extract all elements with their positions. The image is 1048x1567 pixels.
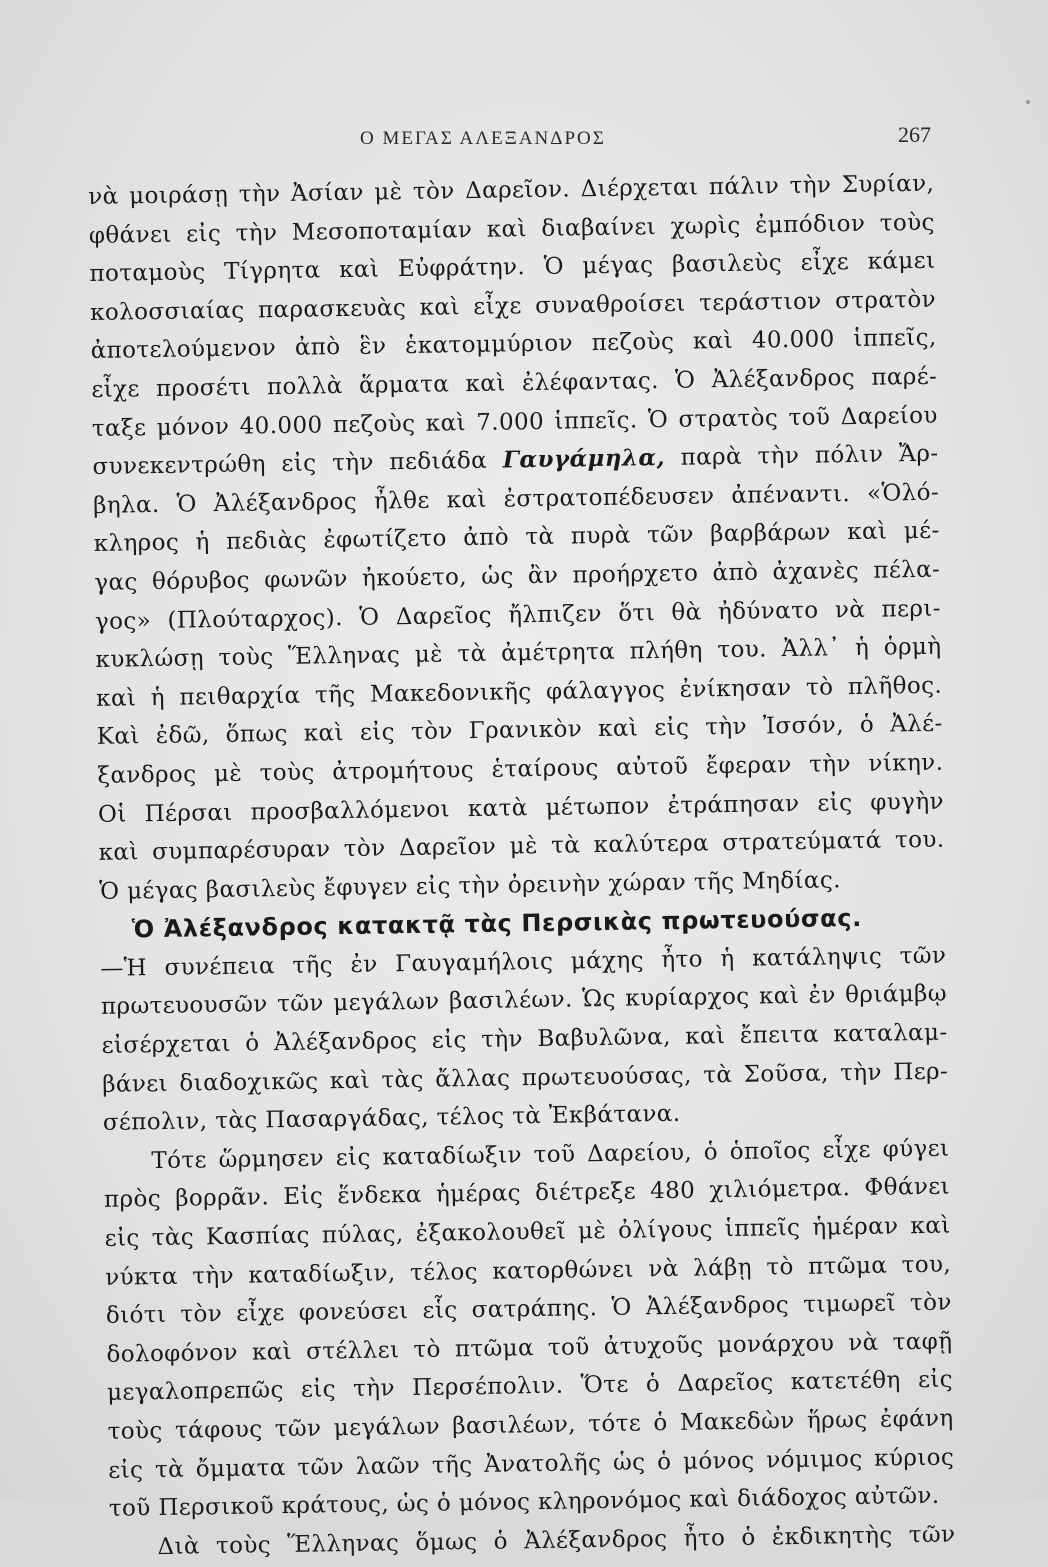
text-line: ἀποτελούμενον ἀπὸ ἓν ἑκατομμύριον πεζοὺς καὶ 40.000 ἱππεῖς, <box>90 325 937 365</box>
text-line: Τότε ὥρμησεν εἰς καταδίωξιν τοῦ Δαρείου, ὁ ὁποῖος εἶχε φύγει <box>151 1135 950 1174</box>
running-title: Ο ΜΕΓΑΣ ΑΛΕΞΑΝΔΡΟΣ <box>360 128 606 149</box>
text-line: τοὺς τάφους τῶν μεγάλων βασιλέων, τότε ὁ Μακεδὼν ἥρως ἐφάνη <box>107 1405 954 1445</box>
text-line: Καὶ ἐδῶ, ὅπως καὶ εἰς τὸν Γρανικὸν καὶ εἰς τὴν Ἰσσόν, ὁ Ἀλέ- <box>96 710 943 751</box>
paper-speck <box>1026 100 1030 104</box>
text-line: καὶ συμπαρέσυραν τὸν Δαρεῖον μὲ τὰ καλύτερα στρατεύματά του. <box>98 826 945 867</box>
text-line: ταξε μόνον 40.000 πεζοὺς καὶ 7.000 ἱππεῖς. Ὁ στρατὸς τοῦ Δαρείου <box>91 402 939 442</box>
text-line: δολοφόνον καὶ στέλλει τὸ πτῶμα τοῦ ἀτυχοῦς μονάρχου νὰ ταφῇ <box>106 1328 953 1368</box>
text-line: Διὰ τοὺς Ἕλληνας ὅμως ὁ Ἀλέξανδρος ἦτο ὁ ἐκδικητὴς τῶν <box>157 1521 956 1560</box>
text-line: γας θόρυβος φωνῶν ἠκούετο, ὡς ἂν προήρχετο ἀπὸ ἀχανὲς πέλα- <box>94 556 941 596</box>
text-line: διότι τὸν εἶχε φονεύσει εἷς σατράπης. Ὁ Ἀλέξανδρος τιμωρεῖ τὸν <box>105 1289 952 1330</box>
text-line: νὰ μοιράσῃ τὴν Ἀσίαν μὲ τὸν Δαρεῖον. Διέρχεται πάλιν τὴν Συρίαν, <box>88 170 935 210</box>
text-line: ξανδρος μὲ τοὺς ἀτρομήτους ἑταίρους αὐτοῦ ἔφεραν τὴν νίκην. <box>97 749 944 789</box>
text-line: νύκτα τὴν καταδίωξιν, τέλος κατορθώνει νὰ λάβῃ τὸ πτῶμα του, <box>105 1251 952 1291</box>
text-line: πρὸς βορρᾶν. Εἰς ἕνδεκα ἡμέρας διέτρεξε 480 χιλιόμετρα. Φθάνει <box>103 1174 951 1214</box>
text-line: —Ἡ συνέπεια τῆς ἐν Γαυγαμήλοις μάχης ἦτο ἡ κατάληψις τῶν <box>100 942 947 982</box>
text-line: εἶχε προσέτι πολλὰ ἅρματα καὶ ἐλέφαντας. Ὁ Ἀλέξανδρος παρέ- <box>91 363 938 403</box>
text-line: καὶ ἡ πειθαρχία τῆς Μακεδονικῆς φάλαγγος ἐνίκησαν τὸ πλῆθος. <box>95 672 943 712</box>
text-line: εἰς τὰς Κασπίας πύλας, ἐξακολουθεῖ μὲ ὀλίγους ἱππεῖς ἡμέραν καὶ <box>104 1212 951 1252</box>
text-line: τοῦ Περσικοῦ κράτους, ὡς ὁ μόνος κληρονόμος καὶ διάδοχος αὐτῶν. <box>108 1482 940 1523</box>
text-run: συνεκεντρώθη εἰς τὴν πεδιάδα <box>92 447 503 481</box>
emphasized-place-name: Γαυγάμηλα, <box>502 444 666 474</box>
text-line: πρωτευουσῶν τῶν μεγάλων βασιλέων. Ὡς κυρίαρχος καὶ ἐν θριάμβῳ <box>100 981 948 1021</box>
body-text <box>88 165 956 1567</box>
text-line: ποταμοὺς Τίγρητα καὶ Εὐφράτην. Ὁ μέγας βασιλεὺς εἶχε κάμει <box>89 247 936 288</box>
text-line: Ὁ μέγας βασιλεὺς ἔφυγεν εἰς τὴν ὀρεινὴν χώραν τῆς Μηδίας. <box>99 866 842 905</box>
text-line: Οἱ Πέρσαι προσβαλλόμενοι κατὰ μέτωπον ἐτράπησαν εἰς φυγὴν <box>97 788 945 828</box>
text-line: κυκλώσῃ τοὺς Ἕλληνας μὲ τὰ ἀμέτρητα πλήθη του. Ἀλλ᾽ ἡ ὁρμὴ <box>95 633 942 674</box>
text-line: βάνει διαδοχικῶς καὶ τὰς ἄλλας πρωτευούσας, τὰ Σοῦσα, τὴν Περ- <box>102 1058 949 1098</box>
text-line: σέπολιν, τὰς Πασαργάδας, τέλος τὰ Ἐκβάτανα. <box>102 1101 681 1137</box>
text-line: εἰσέρχεται ὁ Ἀλέξανδρος εἰς τὴν Βαβυλῶνα, καὶ ἔπειτα καταλαμ- <box>101 1019 948 1059</box>
text-line: κληρος ἡ πεδιὰς ἐφωτίζετο ἀπὸ τὰ πυρὰ τῶν βαρβάρων καὶ μέ- <box>93 518 940 558</box>
text-line: εἰς τὰ ὄμματα τῶν λαῶν τῆς Ἀνατολῆς ὡς ὁ μόνος νόμιμος κύριος <box>108 1444 955 1484</box>
section-heading: Ὁ Ἀλέξανδρος κατακτᾷ τὰς Περσικὰς πρωτευούσας. <box>131 904 863 944</box>
page-number: 267 <box>898 122 931 147</box>
text-line: μεγαλοπρεπῶς εἰς τὴν Περσέπολιν. Ὅτε ὁ Δαρεῖος κατετέθη εἰς <box>106 1366 954 1407</box>
text-line: βηλα. Ὁ Ἀλέξανδρος ἦλθε καὶ ἐστρατοπέδευσεν ἀπέναντι. «Ὁλό- <box>92 479 940 519</box>
text-line: κολοσσιαίας παρασκευὰς καὶ εἶχε συναθροίσει τεράστιον στρατὸν <box>89 286 937 326</box>
text-run: παρὰ τὴν πόλιν Ἄρ- <box>664 440 939 472</box>
text-line: γος» (Πλούταρχος). Ὁ Δαρεῖος ἤλπιζεν ὅτι θὰ ἠδύνατο νὰ περι- <box>94 595 942 635</box>
text-line: φθάνει εἰς τὴν Μεσοποταμίαν καὶ διαβαίνει χωρὶς ἐμπόδιον τοὺς <box>88 209 936 249</box>
